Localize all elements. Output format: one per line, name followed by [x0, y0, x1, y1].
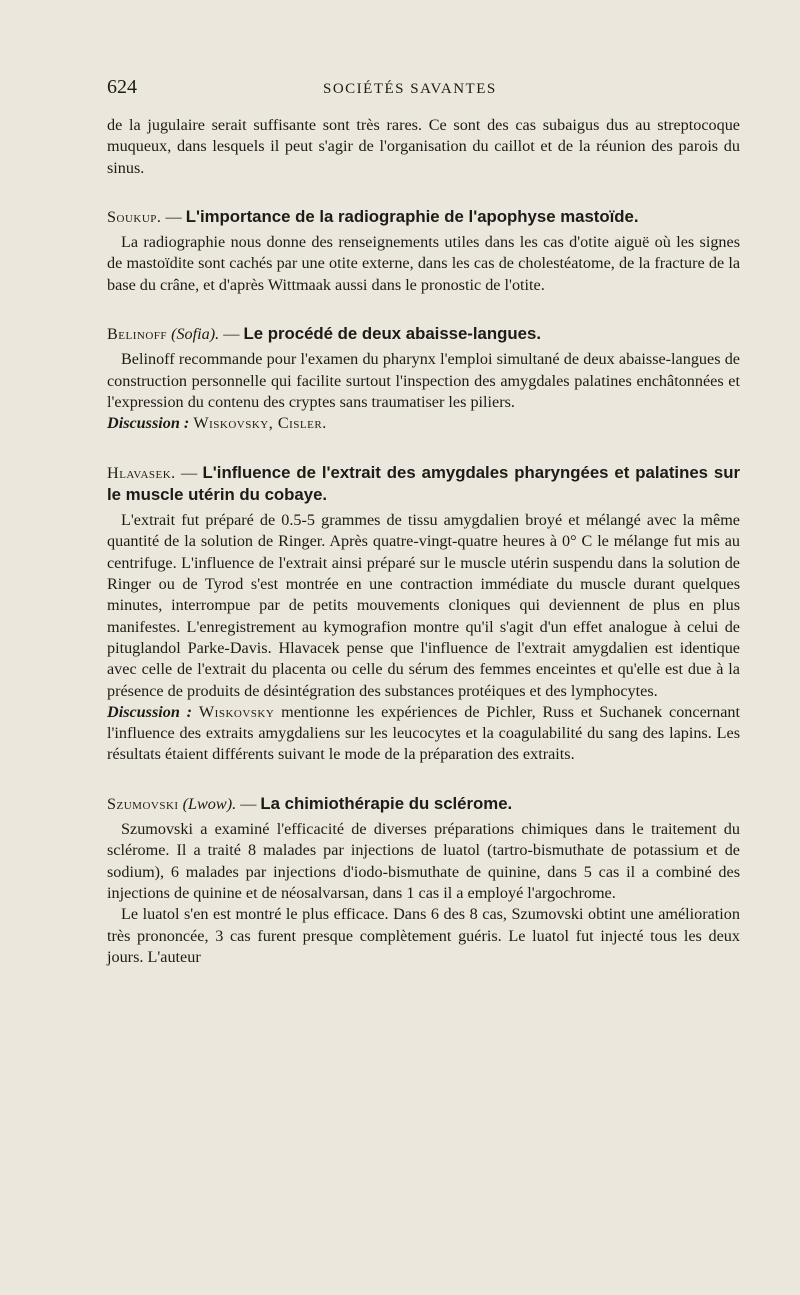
- author-place: (Sofia).: [171, 325, 220, 344]
- continuation-section: [107, 115, 740, 179]
- article-szumovski: [107, 793, 740, 968]
- discussion-line: [107, 702, 740, 766]
- article-title: L'influence de l'extrait des amygdales pharyngées et palatines sur le muscle utérin du cobaye.: [107, 462, 741, 504]
- running-title: SOCIÉTÉS SAVANTES: [323, 81, 497, 97]
- author-place: (Lwow).: [182, 794, 237, 813]
- author-name: Belinoff: [107, 325, 168, 344]
- paragraph: Belinoff recommande pour l'examen du pharynx l'emploi simultané de deux abaisse-langues de construction personnelle qui facilite surtout l'inspection des amygdales palatines enchâtonnées et l'expression du contenu des cryptes sans traumatiser les piliers.: [107, 350, 740, 411]
- article-heading: [107, 323, 740, 345]
- author-name: Szumovski: [107, 794, 179, 813]
- discussion-line: [107, 413, 740, 434]
- page-number: 624: [107, 76, 137, 98]
- page-body: [107, 115, 740, 968]
- article-heading: [107, 206, 740, 228]
- paragraph: Szumovski a examiné l'efficacité de diverses préparations chimiques dans le traitement du sclérome. Il a traité 8 malades par injections de luatol (tartro-bismuthate de potassium et de sodium), 6 malades par injections d'iodo-bismuthate de quinine, dans 5 cas il a combiné des injections de quinine et de néosalvarsan, dans 1 cas il a employé l'argochrome.: [107, 820, 740, 902]
- paragraph: L'extrait fut préparé de 0.5-5 grammes de tissu amygdalien broyé et mélangé avec la même quantité de la solution de Ringer. Après quatre-vingt-quatre heures à 0° C le mélange fut mis au centrifuge. L'influence de l'extrait ainsi préparé sur le muscle utérin suspendu dans la solution de Ringer ou de Tyrod s'est montrée en une contraction immédiate du muscle durant quelques minutes, interrompue par de petits mouvements cloniques qui deviennent de plus en plus manifestes. L'enregistrement au kymografion montre qu'il s'agit d'un effet analogue à celui de pituglandol Parke-Davis. Hlavacek pense que l'influence de l'extrait amygdalien est identique avec celle de l'extrait du placenta ou celle du sérum des femmes enceintes et qu'elle est due à la présence de produits de désintégration des substances protéiques et des lymphocytes.: [107, 511, 740, 700]
- paragraph: La radiographie nous donne des renseignements utiles dans les cas d'otite aiguë où les signes de mastoïdite sont cachés par une otite externe, dans les cas de cholestéatome, de la fracture de la base du crâne, et d'après Wittmaak aussi dans le pronostic de l'otite.: [107, 233, 740, 294]
- article-hlavasek: [107, 462, 740, 766]
- article-title: L'importance de la radiographie de l'apophyse mastoïde.: [185, 206, 639, 226]
- author-name: Soukup.: [107, 207, 162, 226]
- author-name: Hlavasek.: [107, 463, 176, 482]
- heading-dash: —: [240, 794, 257, 813]
- heading-dash: —: [223, 325, 240, 344]
- article-heading: [107, 793, 740, 815]
- discussion-label: Discussion :: [107, 414, 190, 433]
- page-header: [107, 76, 740, 102]
- discussion-label: Discussion :: [107, 702, 193, 721]
- discussion-author: Wiskovsky: [198, 702, 275, 721]
- article-heading: [107, 462, 740, 507]
- paragraph: de la jugulaire serait suffisante sont très rares. Ce sont des cas subaigus dus au streptocoque muqueux, dans lesquels il peut s'agir de l'organisation du caillot et de la réunion des parois du sinus.: [107, 116, 740, 177]
- paragraph: Le luatol s'en est montré le plus efficace. Dans 6 des 8 cas, Szumovski obtint une amélioration très prononcée, 3 cas furent presque complètement guéris. Le luatol fut injecté tous les deux jours. L'auteur: [107, 905, 740, 966]
- heading-dash: —: [181, 463, 198, 482]
- discussion-participants: Wiskovsky, Cisler.: [193, 414, 327, 433]
- article-title: La chimiothérapie du sclérome.: [260, 793, 513, 813]
- discussion-text: mentionne les expériences de Pichler, Russ et Suchanek concernant l'influence des extraits amygdaliens sur les leucocytes et la coagulabilité du sang des lapins. Les résultats étaient différents suivant le mode de la préparation des extraits.: [107, 702, 741, 764]
- article-title: Le procédé de deux abaisse-langues.: [243, 324, 541, 344]
- article-soukup: [107, 206, 740, 296]
- article-belinoff: [107, 323, 740, 434]
- heading-dash: —: [165, 207, 182, 226]
